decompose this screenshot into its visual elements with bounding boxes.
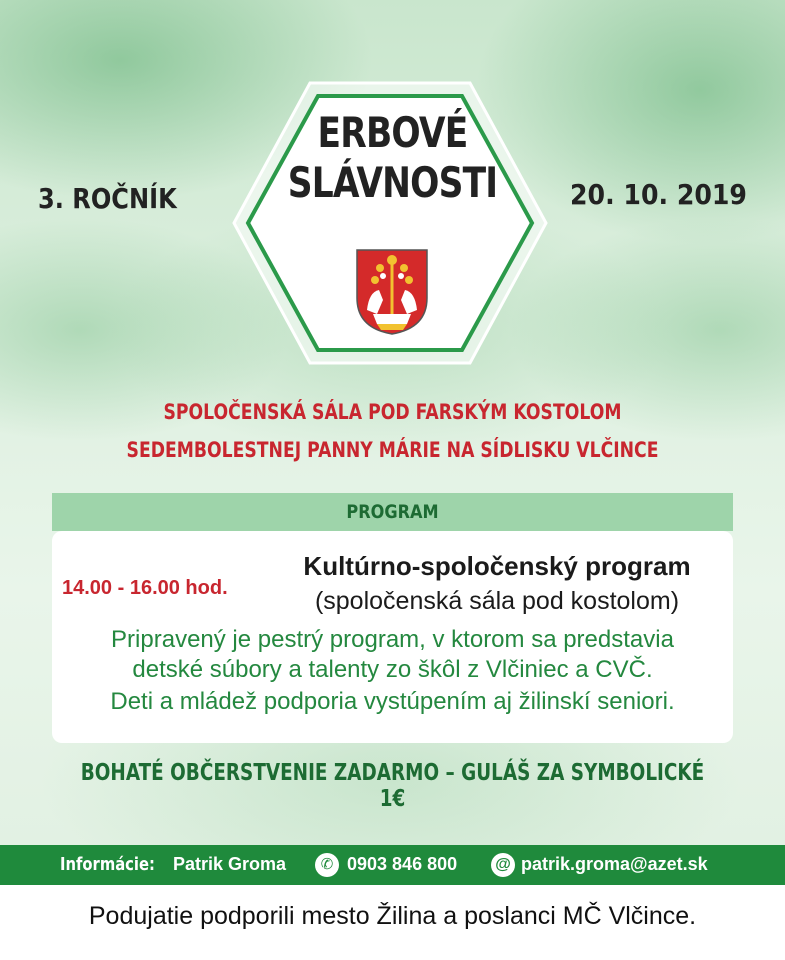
program-subtitle: (spoločenská sála pod kostolom)	[314, 587, 680, 615]
contact-name: Patrik Groma	[173, 854, 287, 874]
title-line-1: ERBOVÉ	[317, 108, 468, 157]
sponsors-note: Podujatie podporili mesto Žilina a poslanci MČ Vlčince.	[88, 902, 697, 930]
event-date: 20. 10. 2019	[570, 178, 747, 211]
venue-line-2: SEDEMBOLESTNEJ PANNY MÁRIE NA SÍDLISKU VLČINCE	[126, 438, 659, 462]
event-title	[284, 108, 501, 208]
title-line-2: SLÁVNOSTI	[287, 158, 498, 207]
venue-line-1: SPOLOČENSKÁ SÁLA POD FARSKÝM KOSTOLOM	[163, 400, 622, 424]
refreshments-note: BOHATÉ OBČERSTVENIE ZADARMO – GULÁŠ ZA SYMBOLICKÉ 1€	[80, 760, 705, 812]
program-label: PROGRAM	[346, 501, 439, 523]
phone-icon: ✆	[315, 853, 339, 877]
contact-label: Informácie:	[60, 854, 155, 875]
contact-phone[interactable]: 0903 846 800	[347, 854, 458, 874]
program-description-line: Deti a mládež podporia vystúpením aj žilinskí seniori.	[110, 688, 675, 715]
program-time: 14.00 - 16.00 hod.	[62, 577, 228, 599]
program-title: Kultúrno-spoločenský program	[303, 551, 691, 581]
program-description-line: detské súbory a talenty zo škôl z Vlčiniec a CVČ.	[132, 656, 653, 683]
at-icon: @	[491, 853, 515, 877]
program-description-line: Pripravený je pestrý program, v ktorom sa predstavia	[111, 626, 674, 653]
contact-bar	[0, 845, 785, 885]
program-header	[52, 493, 733, 531]
coat-of-arms-icon	[355, 248, 429, 336]
edition-label: 3. ROČNÍK	[38, 182, 177, 215]
contact-email[interactable]: patrik.groma@azet.sk	[521, 854, 708, 874]
